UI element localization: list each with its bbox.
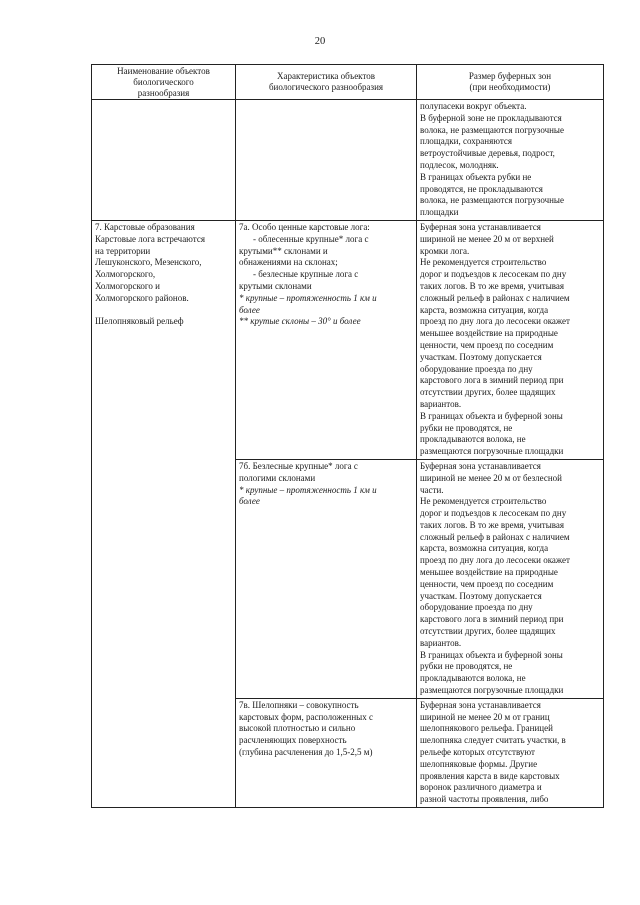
- header-objects-name: Наименование объектов биологического разнообразия: [92, 65, 236, 100]
- table-row: [92, 100, 604, 221]
- karst-7a-buffer-cell: Буферная зона устанавливается шириной не менее 20 м от верхней кромки лога. Не рекомендуется строительство дорог и подъездов к лесосекам по дну таких логов. В то же время, учитывая сложный рельеф в районах с наличием карста, возможна ситуация, когда проезд по дну лога до лесосеки окажет меньшее воздействие на природные ценности, чем проезд по соседним участкам. Поэтому допускается оборудование проезда по дну карстового лога в зимний период при отсутствии других, более щадящих вариантов. В границах объекта и буферной зоны рубки не проводятся, не прокладываются волока, не размещаются погрузочные площадки: [417, 220, 604, 459]
- header-objects-characteristics: Характеристика объектов биологического разнообразия: [236, 65, 417, 100]
- karst-7b-buffer-cell: Буферная зона устанавливается шириной не менее 20 м от безлесной части. Не рекомендуется строительство дорог и подъездов к лесосекам по дну таких логов. В то же время, учитывая сложный рельеф в районах с наличием карста, возможна ситуация, когда проезд по дну лога до лесосеки окажет меньшее воздействие на природные ценности, чем проезд по соседним участкам. Поэтому допускается оборудование проезда по дну карстового лога в зимний период при отсутствии других, более щадящих вариантов. В границах объекта и буферной зоны рубки не проводятся, не прокладываются волока, не размещаются погрузочные площадки: [417, 459, 604, 698]
- karst-7a-characteristics-cell: 7а. Особо ценные карстовые лога: - облесенные крупные* лога с крутыми** склонами и обнажениями на склонах; - безлесные крупные лога с крутыми склонами * крупные – протяженность 1 км и более ** крутые склоны – 30° и более: [236, 220, 417, 459]
- karst-7v-characteristics-cell: 7в. Шелопняки – совокупность карстовых форм, расположенных с высокой плотностью и сильно расчленяющих поверхность (глубина расчленения до 1,5-2,5 м): [236, 698, 417, 807]
- row0-buffer-cell: полупасеки вокруг объекта. В буферной зоне не прокладываются волока, не размещаются погрузочные площадки, сохраняются ветроустойчивые деревья, подрост, подлесок, молодняк. В границах объекта рубки не проводятся, не прокладываются волока, не размещаются погрузочные площадки: [417, 100, 604, 221]
- header-buffer-zone-size: Размер буферных зон (при необходимости): [417, 65, 604, 100]
- row0-objects-cell: [92, 100, 236, 221]
- page-number: 20: [314, 36, 326, 47]
- row0-characteristics-cell: [236, 100, 417, 221]
- table-row: [92, 220, 604, 459]
- table-header-row: [92, 65, 604, 100]
- karst-7b-characteristics-cell: 7б. Безлесные крупные* лога с пологими склонами * крупные – протяженность 1 км и более: [236, 459, 417, 698]
- karst-7v-buffer-cell: Буферная зона устанавливается шириной не менее 20 м от границ шелопнякового рельефа. Границей шелопняка следует считать участки, в рельефе которых отсутствуют шелопняковые формы. Другие проявления карста в виде карстовых воронок различного диаметра и разной частоты проявления, либо: [417, 698, 604, 807]
- karst-objects-cell: 7. Карстовые образования Карстовые лога встречаются на территории Лешуконского, Мезенского, Холмогорского, Холмогорского и Холмогорского районов. Шелопняковый рельеф: [92, 220, 236, 807]
- biodiversity-table: [91, 64, 604, 808]
